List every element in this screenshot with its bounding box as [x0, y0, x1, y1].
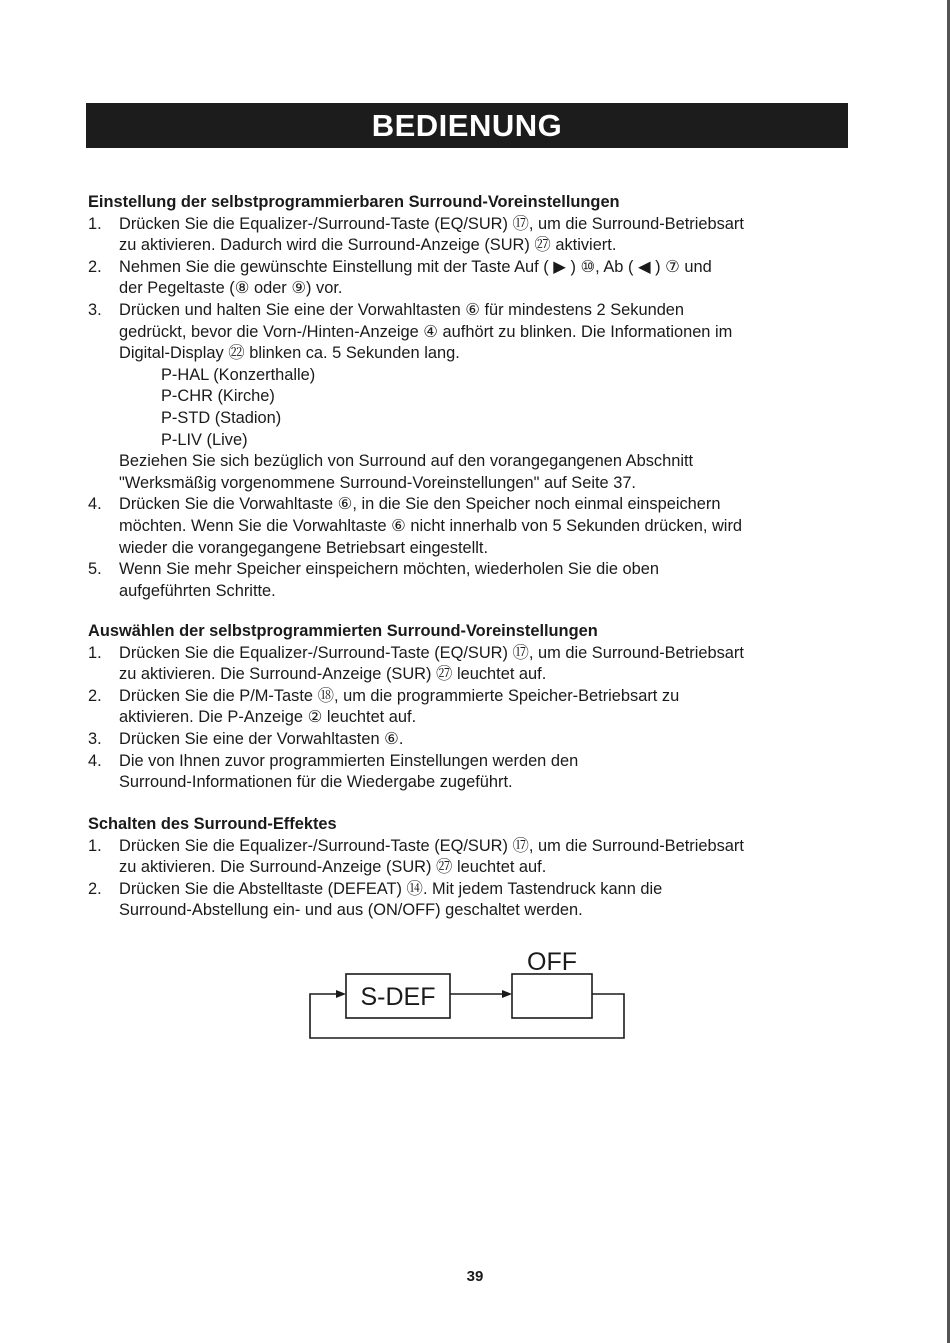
step-line: Drücken Sie die Abstelltaste (DEFEAT) ⑭. Mit jedem Tastendruck kann die [119, 879, 663, 898]
step-number: 2. [88, 257, 102, 276]
preset-item: P-STD (Stadion) [161, 408, 282, 427]
step-line: Drücken Sie die Equalizer-/Surround-Taste (EQ/SUR) ⑰, um die Surround-Betriebsart [119, 836, 744, 855]
arrow-head-icon [502, 990, 512, 998]
section-store-presets [88, 192, 848, 602]
list-item [88, 729, 848, 751]
step-line: Surround-Abstellung ein- und aus (ON/OFF) geschaltet werden. [119, 901, 583, 920]
list-item [88, 686, 848, 729]
step-number: 2. [88, 879, 102, 898]
step-line: möchten. Wenn Sie die Vorwahltaste ⑥ nicht innerhalb von 5 Sekunden drücken, wird [119, 516, 743, 535]
preset-item: P-HAL (Konzerthalle) [161, 365, 316, 384]
step-number: 1. [88, 643, 102, 662]
list-item [88, 751, 848, 794]
step-line: "Werksmäßig vorgenommene Surround-Voreinstellungen" auf Seite 37. [119, 473, 636, 492]
preset-list [119, 365, 848, 451]
step-line: Digital-Display ㉒ blinken ca. 5 Sekunden lang. [119, 344, 460, 363]
step-line: Drücken Sie die Equalizer-/Surround-Taste (EQ/SUR) ⑰, um die Surround-Betriebsart [119, 643, 744, 662]
section-select-presets [88, 621, 848, 794]
section-switch-surround [88, 814, 848, 922]
steps-list [88, 214, 848, 603]
preset-item: P-LIV (Live) [161, 430, 248, 449]
step-number: 3. [88, 300, 102, 319]
list-item [88, 643, 848, 686]
step-line: zu aktivieren. Dadurch wird die Surround-Anzeige (SUR) ㉗ aktiviert. [119, 236, 617, 255]
preset-item: P-CHR (Kirche) [161, 387, 275, 406]
list-item [88, 214, 848, 257]
step-number: 4. [88, 495, 102, 514]
off-label: OFF [527, 948, 577, 976]
step-number: 1. [88, 836, 102, 855]
list-item [88, 836, 848, 879]
step-line: aufgeführten Schritte. [119, 581, 276, 600]
steps-list [88, 836, 848, 922]
step-line: gedrückt, bevor die Vorn-/Hinten-Anzeige ④ aufhört zu blinken. Die Informationen im [119, 322, 733, 341]
list-item [88, 257, 848, 300]
step-line: zu aktivieren. Die Surround-Anzeige (SUR) ㉗ leuchtet auf. [119, 858, 547, 877]
list-item [88, 300, 848, 494]
arrow-head-icon [336, 990, 346, 998]
step-line: Drücken Sie die Equalizer-/Surround-Taste (EQ/SUR) ⑰, um die Surround-Betriebsart [119, 214, 744, 233]
step-line: Beziehen Sie sich bezüglich von Surround auf den vorangegangenen Abschnitt [119, 452, 694, 471]
step-line: Drücken Sie die P/M-Taste ⑱, um die programmierte Speicher-Betriebsart zu [119, 686, 680, 705]
banner-title: BEDIENUNG [371, 107, 563, 143]
page-number: 39 [466, 1268, 484, 1285]
step-line: Wenn Sie mehr Speicher einspeichern möchten, wiederholen Sie die oben [119, 560, 660, 579]
section-title: Schalten des Surround-Effektes [88, 815, 337, 833]
section-title: Einstellung der selbstprogrammierbaren Surround-Voreinstellungen [88, 193, 620, 211]
s-def-toggle-diagram [306, 948, 636, 1048]
step-line: Drücken Sie die Vorwahltaste ⑥, in die Sie den Speicher noch einmal einspeichern [119, 495, 721, 514]
step-line: Drücken Sie eine der Vorwahltasten ⑥. [119, 729, 404, 748]
step-number: 4. [88, 751, 102, 770]
list-item [88, 494, 848, 559]
step-line: Nehmen Sie die gewünschte Einstellung mit der Taste Auf ( ▶ ) ⑩, Ab ( ◀ ) ⑦ und [119, 257, 712, 276]
list-item [88, 559, 848, 602]
header-banner [86, 103, 848, 148]
step-number: 5. [88, 560, 102, 579]
step-line: zu aktivieren. Die Surround-Anzeige (SUR) ㉗ leuchtet auf. [119, 665, 547, 684]
off-box [512, 974, 592, 1018]
step-line: aktivieren. Die P-Anzeige ② leuchtet auf. [119, 708, 417, 727]
step-line: Drücken und halten Sie eine der Vorwahltasten ⑥ für mindestens 2 Sekunden [119, 300, 685, 319]
step-line: Surround-Informationen für die Wiedergabe zugeführt. [119, 773, 513, 792]
list-item [88, 879, 848, 922]
step-line: der Pegeltaste (⑧ oder ⑨) vor. [119, 279, 343, 298]
step-number: 1. [88, 214, 102, 233]
step-number: 3. [88, 729, 102, 748]
step-line: Die von Ihnen zuvor programmierten Einstellungen werden den [119, 751, 579, 770]
step-number: 2. [88, 686, 102, 705]
section-title: Auswählen der selbstprogrammierten Surround-Voreinstellungen [88, 622, 598, 640]
step-line: wieder die vorangegangene Betriebsart eingestellt. [119, 538, 489, 557]
s-def-label: S-DEF [360, 983, 436, 1011]
steps-list [88, 643, 848, 794]
return-loop-line [310, 994, 624, 1038]
